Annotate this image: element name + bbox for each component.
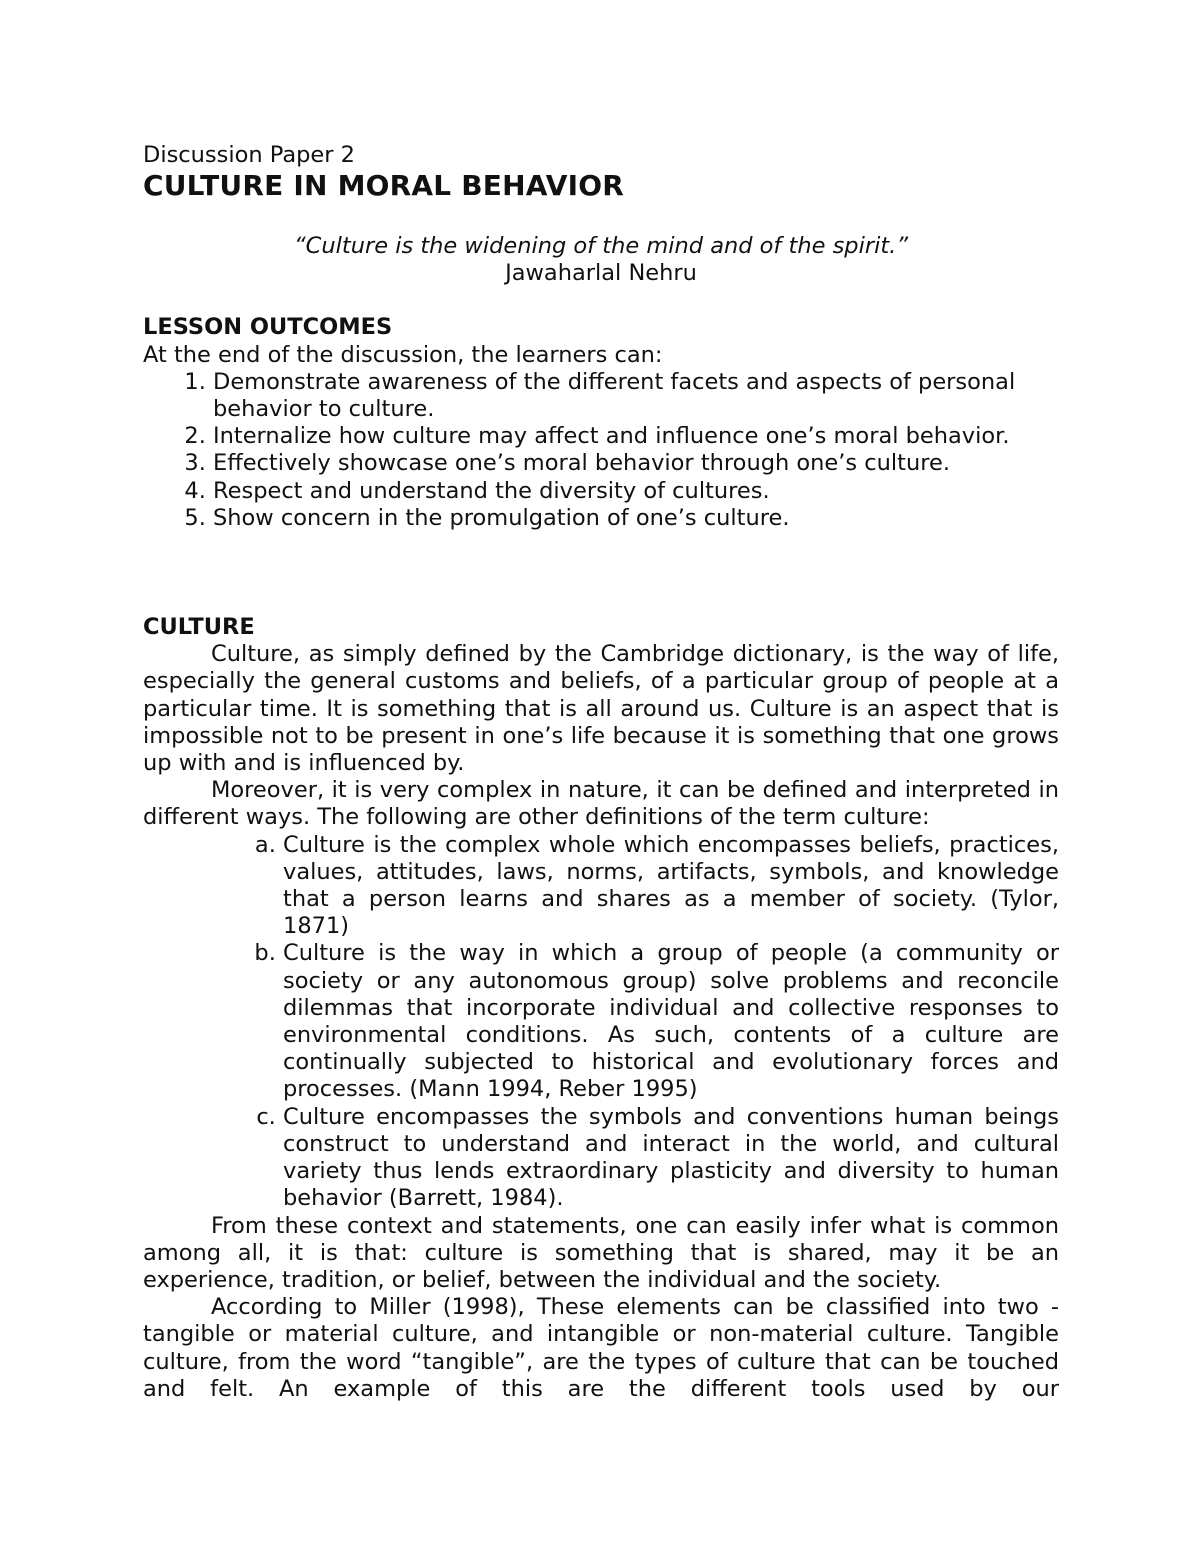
list-item: b. Culture is the way in which a group of people (a community or society or any autonomous group) solve problems and reconcile dilemmas that incorporate individual and collective responses to environmental conditions. As such, contents of a culture are continually subjected to historical and evolutionary forces and processes. (Mann 1994, Reber 1995) — [283, 940, 1059, 1103]
culture-paragraph: According to Miller (1998), These elements can be classified into two - tangible or material culture, and intangible or non-material culture. Tangible culture, from the word “tangible”, are the types of culture that can be touched and felt. An example of this are the different tools used by our — [143, 1294, 1059, 1402]
epigraph-quote: “Culture is the widening of the mind and of the spirit.” — [294, 233, 908, 259]
culture-paragraph: Moreover, it is very complex in nature, it can be defined and interpreted in different ways. The following are other definitions of the term culture: — [143, 777, 1059, 831]
document-label: Discussion Paper 2 — [143, 142, 355, 168]
list-item: 5. Show concern in the promulgation of one’s culture. — [213, 505, 1059, 532]
lesson-outcomes-intro: At the end of the discussion, the learners can: — [143, 341, 663, 368]
list-item: c. Culture encompasses the symbols and conventions human beings construct to understand and interact in the world, and cultural variety thus lends extraordinary plasticity and diversity to human behavior (Barrett, 1984). — [283, 1104, 1059, 1213]
epigraph-author: Jawaharlal Nehru — [505, 260, 697, 287]
definitions-list — [143, 832, 1059, 1213]
list-item: a. Culture is the complex whole which encompasses beliefs, practices, values, attitudes, laws, norms, artifacts, symbols, and knowledge that a person learns and shares as a member of society. (Tylor, 1871) — [283, 832, 1059, 941]
list-item: 2. Internalize how culture may affect and influence one’s moral behavior. — [213, 423, 1059, 450]
list-item: 4. Respect and understand the diversity of cultures. — [213, 478, 1059, 505]
list-item: 1. Demonstrate awareness of the different facets and aspects of personal behavior to culture. — [213, 369, 1059, 423]
culture-paragraph: From these context and statements, one can easily infer what is common among all, it is that: culture is something that is shared, may it be an experience, tradition, or belief, between the individual and the society. — [143, 1212, 1059, 1293]
lesson-outcomes-list — [143, 369, 1059, 532]
lesson-outcomes-heading: LESSON OUTCOMES — [143, 314, 393, 341]
list-item: 3. Effectively showcase one’s moral behavior through one’s culture. — [213, 450, 1059, 477]
document-title: CULTURE IN MORAL BEHAVIOR — [143, 169, 624, 202]
culture-heading: CULTURE — [143, 614, 255, 641]
culture-paragraph: Culture, as simply defined by the Cambridge dictionary, is the way of life, especially the general customs and beliefs, of a particular group of people at a particular time. It is something that is all around us. Culture is an aspect that is impossible not to be present in one’s life because it is something that one grows up with and is influenced by. — [143, 641, 1059, 777]
document-page — [143, 142, 1059, 1403]
epigraph — [143, 233, 1059, 287]
